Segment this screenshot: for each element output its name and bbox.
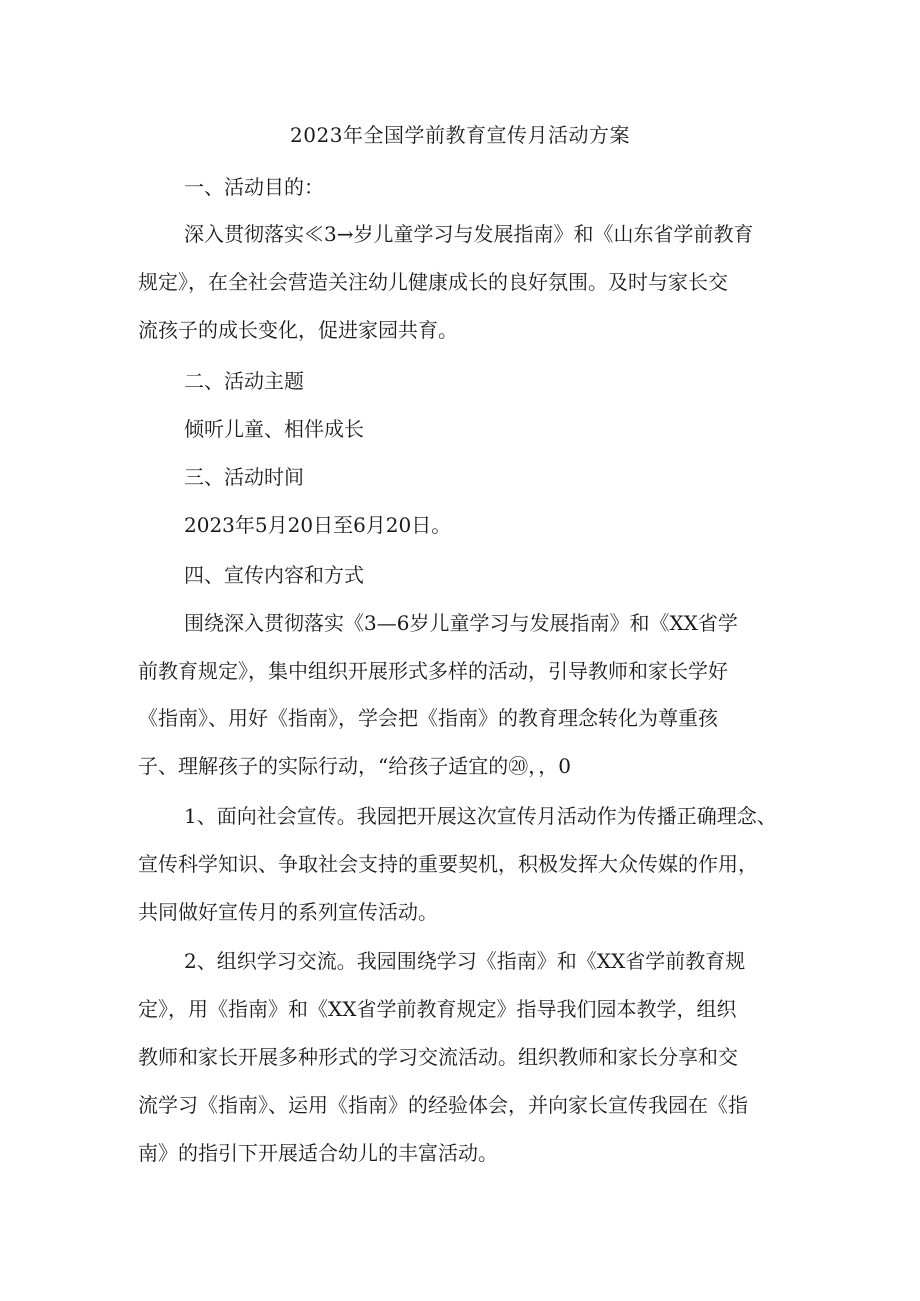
paragraph-line: 子、理解孩子的实际行动，“给孩子适宜的⑳，，0 xyxy=(138,754,571,778)
paragraph-line: 规定》，在全社会营造关注幼儿健康成长的良好氛围。及时与家长交 xyxy=(138,270,728,294)
paragraph-line: 倾听儿童、相伴成长 xyxy=(184,417,364,441)
heading-time: 三、活动时间 xyxy=(184,465,304,489)
paragraph-line: 前教育规定》，集中组织开展形式多样的活动，引导教师和家长学好 xyxy=(138,659,728,683)
paragraph-line: 《指南》、用好《指南》，学会把《指南》的教育理念转化为尊重孩 xyxy=(138,706,718,730)
paragraph-line: 流孩子的成长变化，促进家园共育。 xyxy=(138,318,458,342)
paragraph-line: 深入贯彻落实≪3→岁儿童学习与发展指南》和《山东省学前教育 xyxy=(184,222,754,246)
heading-theme: 二、活动主题 xyxy=(184,369,304,393)
heading-purpose: 一、活动目的： xyxy=(184,175,324,199)
paragraph-line: 1、面向社会宣传。我园把开展这次宣传月活动作为传播正确理念、 xyxy=(184,804,777,828)
paragraph-line: 宣传科学知识、争取社会支持的重要契机，积极发挥大众传媒的作用， xyxy=(138,852,758,876)
paragraph-line: 2023年5月20日至6月20日。 xyxy=(184,513,452,537)
paragraph-line: 定》，用《指南》和《XX省学前教育规定》指导我们园本教学，组织 xyxy=(138,997,737,1021)
paragraph-line: 教师和家长开展多种形式的学习交流活动。组织教师和家长分享和交 xyxy=(138,1045,738,1069)
paragraph-line: 共同做好宣传月的系列宣传活动。 xyxy=(138,900,438,924)
document-title: 2023年全国学前教育宣传月活动方案 xyxy=(290,123,630,147)
paragraph-line: 南》的指引下开展适合幼儿的丰富活动。 xyxy=(138,1141,498,1165)
paragraph-line: 围绕深入贯彻落实《3—6岁儿童学习与发展指南》和《XX省学 xyxy=(184,611,738,635)
paragraph-line: 流学习《指南》、运用《指南》的经验体会，并向家长宣传我园在《指 xyxy=(138,1093,748,1117)
heading-content: 四、宣传内容和方式 xyxy=(184,563,364,587)
paragraph-line: 2、组织学习交流。我园围绕学习《指南》和《XX省学前教育规 xyxy=(184,949,746,973)
